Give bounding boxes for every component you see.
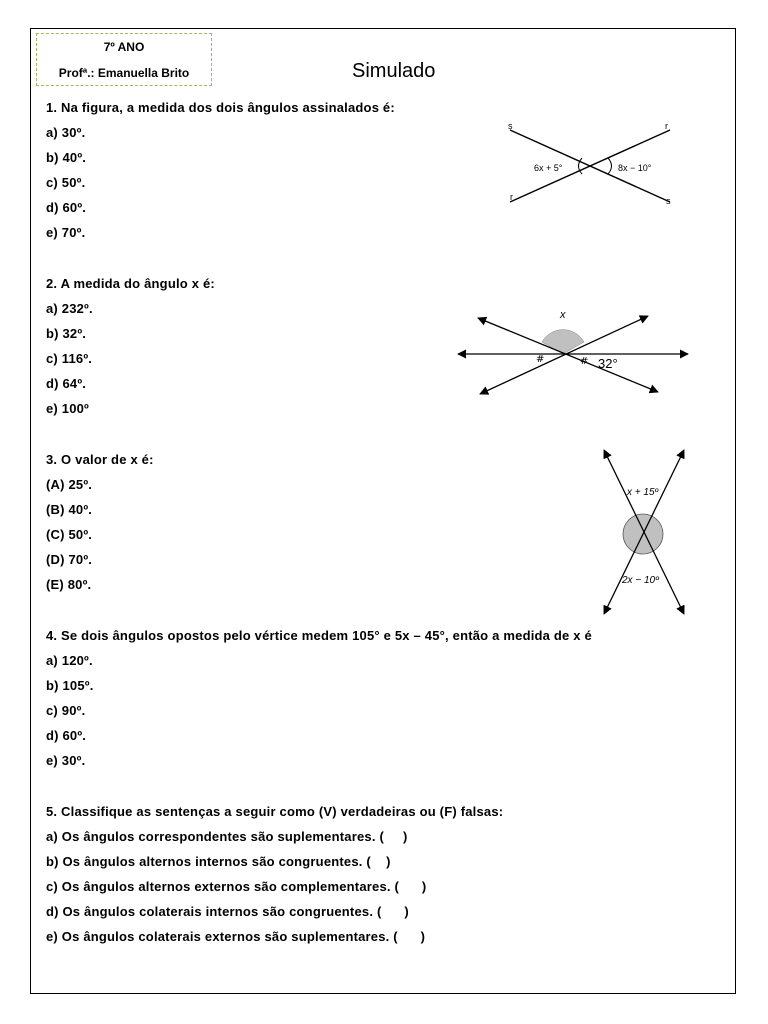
question-5-item-e: e) Os ângulos colaterais externos são suplementares. ( ) [46, 929, 426, 944]
label-2x-minus-10: 2x − 10º [622, 575, 659, 586]
question-3-option-a: (A) 25º. [46, 477, 93, 492]
angle-x-sector [542, 330, 584, 354]
question-1-option-c: c) 50º. [46, 175, 86, 190]
question-5-prompt: 5. Classifique as sentenças a seguir como (V) verdadeiras ou (F) falsas: [46, 804, 504, 819]
label-angle-right: 8x − 10° [618, 163, 652, 173]
label-32: 32° [598, 356, 618, 371]
question-1-prompt: 1. Na figura, a medida dos dois ângulos assinalados é: [46, 100, 395, 115]
question-3-option-e: (E) 80º. [46, 577, 92, 592]
question-3-option-d: (D) 70º. [46, 552, 93, 567]
question-2-option-a: a) 232º. [46, 301, 93, 316]
question-1-option-a: a) 30º. [46, 125, 86, 140]
question-2-option-e: e) 100º [46, 401, 90, 416]
question-2-option-c: c) 116º. [46, 351, 93, 366]
header-box [36, 33, 212, 86]
figure-1-crossing-lines [500, 118, 680, 210]
question-1-option-b: b) 40º. [46, 150, 87, 165]
question-3-prompt: 3. O valor de x é: [46, 452, 154, 467]
label-r-top: r [665, 121, 668, 131]
question-4-option-a: a) 120º. [46, 653, 93, 668]
teacher-label: Profª.: Emanuella Brito [58, 66, 190, 80]
label-r-bottom: r [510, 192, 513, 202]
figure-2-three-lines [450, 300, 696, 400]
label-s-top: s [508, 121, 513, 131]
congruence-mark-left: # [536, 354, 545, 365]
label-s-bottom: s [666, 196, 671, 206]
question-5-item-d: d) Os ângulos colaterais internos são congruentes. ( ) [46, 904, 409, 919]
question-5-item-b: b) Os ângulos alternos internos são congruentes. ( ) [46, 854, 391, 869]
question-1-option-e: e) 70º. [46, 225, 86, 240]
question-4-prompt: 4. Se dois ângulos opostos pelo vértice medem 105° e 5x – 45°, então a medida de x é [46, 628, 592, 643]
question-2-option-d: d) 64º. [46, 376, 87, 391]
question-5-item-a: a) Os ângulos correspondentes são suplementares. ( ) [46, 829, 408, 844]
figure-3-crossing-lines-circle [596, 446, 692, 618]
question-2-option-b: b) 32º. [46, 326, 87, 341]
question-5-item-c: c) Os ângulos alternos externos são complementares. ( ) [46, 879, 427, 894]
label-x-plus-15: x + 15º [627, 487, 659, 498]
label-angle-left: 6x + 5° [534, 163, 563, 173]
label-x: x [560, 309, 566, 321]
grade-label: 7º ANO [103, 40, 145, 54]
question-4-option-e: e) 30º. [46, 753, 86, 768]
question-4-option-d: d) 60º. [46, 728, 87, 743]
question-3-option-b: (B) 40º. [46, 502, 93, 517]
congruence-mark-right: # [580, 356, 589, 367]
question-4-option-c: c) 90º. [46, 703, 86, 718]
descending-line [478, 318, 658, 392]
question-2-prompt: 2. A medida do ângulo x é: [46, 276, 215, 291]
page-title: Simulado [352, 60, 436, 82]
question-1-option-d: d) 60º. [46, 200, 87, 215]
angle-arc-right [608, 158, 612, 174]
question-3-option-c: (C) 50º. [46, 527, 93, 542]
ascending-line [480, 316, 648, 394]
question-4-option-b: b) 105º. [46, 678, 94, 693]
